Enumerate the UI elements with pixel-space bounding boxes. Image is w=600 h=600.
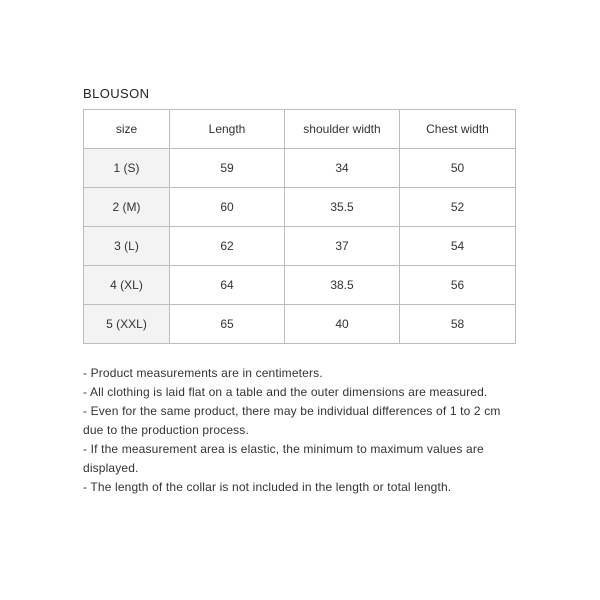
table-row (84, 266, 516, 305)
header-chest-width: Chest width (400, 110, 516, 149)
length-cell: 59 (170, 149, 285, 188)
shoulder-width-cell: 38.5 (285, 266, 400, 305)
table-header-row (84, 110, 516, 149)
note-line: - The length of the collar is not included in the length or total length. (83, 480, 452, 494)
measurement-notes (83, 364, 523, 497)
size-chart-table (83, 109, 516, 344)
chest-width-cell: 50 (400, 149, 516, 188)
note-line: - If the measurement area is elastic, the minimum to maximum values are displayed. (83, 442, 484, 475)
shoulder-width-cell: 37 (285, 227, 400, 266)
note-line: - Product measurements are in centimeters. (83, 366, 323, 380)
size-cell: 3 (L) (84, 227, 170, 266)
table-row (84, 149, 516, 188)
length-cell: 62 (170, 227, 285, 266)
size-cell: 5 (XXL) (84, 305, 170, 344)
size-cell: 1 (S) (84, 149, 170, 188)
size-cell: 4 (XL) (84, 266, 170, 305)
length-cell: 65 (170, 305, 285, 344)
shoulder-width-cell: 40 (285, 305, 400, 344)
chest-width-cell: 56 (400, 266, 516, 305)
table-row (84, 188, 516, 227)
table-row (84, 227, 516, 266)
note-line: - All clothing is laid flat on a table and the outer dimensions are measured. (83, 385, 488, 399)
chest-width-cell: 58 (400, 305, 516, 344)
table-row (84, 305, 516, 344)
length-cell: 64 (170, 266, 285, 305)
product-title: BLOUSON (83, 86, 150, 101)
length-cell: 60 (170, 188, 285, 227)
shoulder-width-cell: 35.5 (285, 188, 400, 227)
note-line: - Even for the same product, there may be individual differences of 1 to 2 cm due to the production process. (83, 404, 501, 437)
chest-width-cell: 54 (400, 227, 516, 266)
size-cell: 2 (M) (84, 188, 170, 227)
header-length: Length (170, 110, 285, 149)
header-shoulder-width: shoulder width (285, 110, 400, 149)
header-size: size (84, 110, 170, 149)
shoulder-width-cell: 34 (285, 149, 400, 188)
chest-width-cell: 52 (400, 188, 516, 227)
